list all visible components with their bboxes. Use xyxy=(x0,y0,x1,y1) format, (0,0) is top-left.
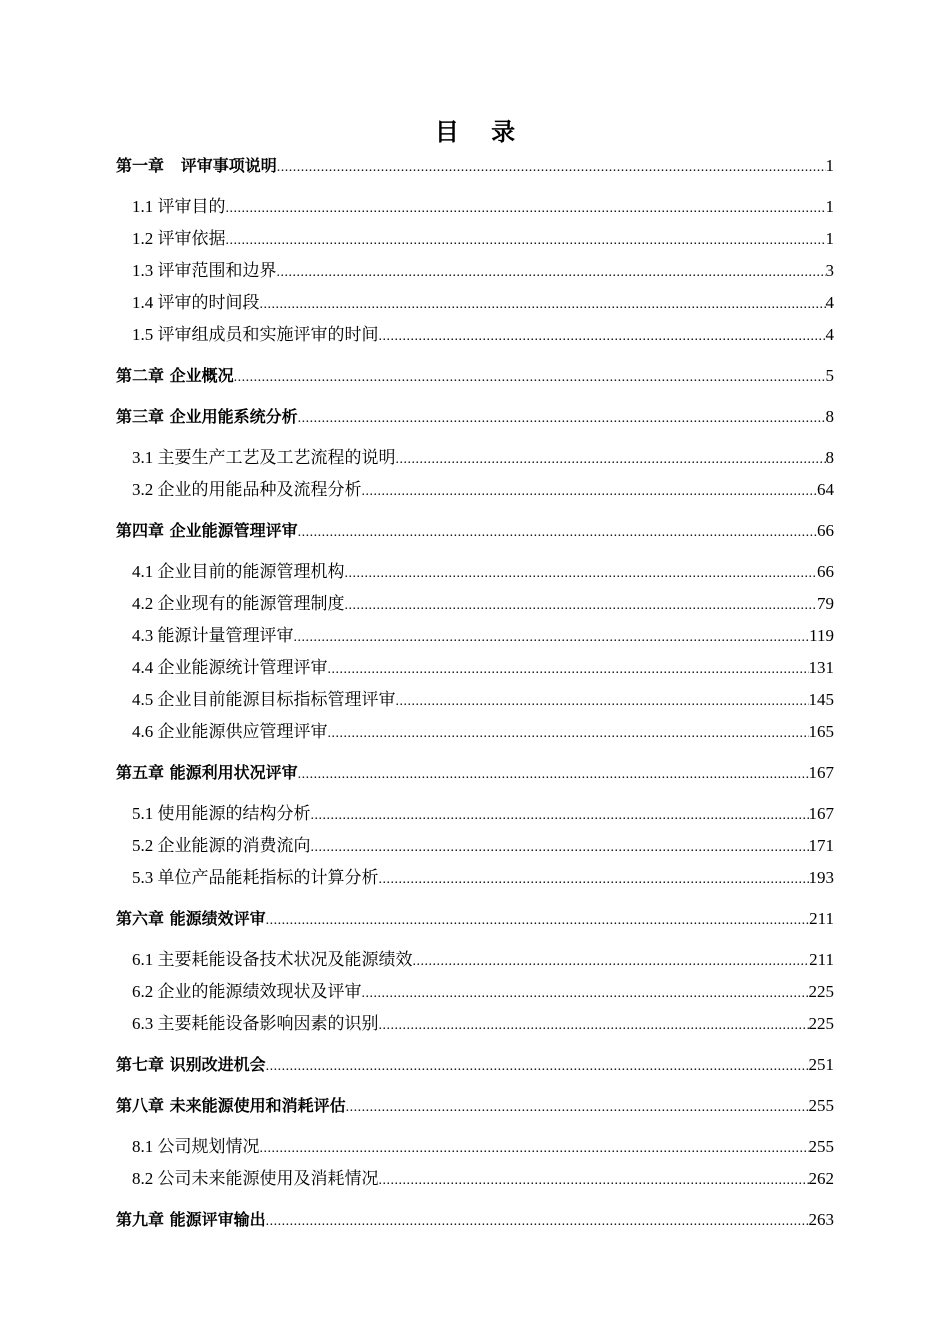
toc-chapter-entry[interactable] xyxy=(116,1090,834,1122)
toc-page-number: 8 xyxy=(825,407,834,426)
toc-title: 目 录 xyxy=(434,118,528,146)
toc-entry-label: 3.1 主要生产工艺及工艺流程的说明 xyxy=(132,448,396,467)
toc-dot-leader xyxy=(413,946,810,978)
toc-section-entry[interactable] xyxy=(116,588,834,620)
toc-chapter-entry[interactable] xyxy=(116,1049,834,1081)
toc-section-entry[interactable] xyxy=(116,830,834,862)
toc-dot-leader xyxy=(328,718,809,750)
toc-chapter-entry[interactable] xyxy=(116,150,834,182)
toc-entry-label: 4.2 企业现有的能源管理制度 xyxy=(132,594,345,613)
toc-entry-label: 第六章 能源绩效评审 xyxy=(116,909,266,928)
toc-dot-leader xyxy=(328,654,809,686)
toc-entry-label: 4.3 能源计量管理评审 xyxy=(132,626,294,645)
toc-dot-leader xyxy=(277,257,826,289)
toc-chapter-entry[interactable] xyxy=(116,757,834,789)
toc-dot-leader xyxy=(311,832,809,864)
toc-page-number: 66 xyxy=(817,521,834,540)
toc-entry-label: 4.4 企业能源统计管理评审 xyxy=(132,658,328,677)
toc-page-number: 3 xyxy=(825,261,834,280)
toc-dot-leader xyxy=(266,1051,809,1083)
toc-dot-leader xyxy=(362,978,809,1010)
toc-page-number: 167 xyxy=(808,804,834,823)
toc-dot-leader xyxy=(345,590,818,622)
toc-dot-leader xyxy=(277,152,826,184)
toc-section-entry[interactable] xyxy=(116,223,834,255)
toc-page-number: 263 xyxy=(808,1210,834,1229)
toc-dot-leader xyxy=(298,517,817,549)
toc-page-number: 211 xyxy=(809,909,834,928)
toc-page-number: 255 xyxy=(808,1096,834,1115)
toc-page-number: 167 xyxy=(808,763,834,782)
toc-chapter-entry[interactable] xyxy=(116,515,834,547)
toc-entry-label: 6.2 企业的能源绩效现状及评审 xyxy=(132,982,362,1001)
toc-section-entry[interactable] xyxy=(116,474,834,506)
table-of-contents xyxy=(116,150,834,1236)
toc-page-number: 8 xyxy=(825,448,834,467)
toc-page-number: 171 xyxy=(808,836,834,855)
toc-dot-leader xyxy=(294,622,810,654)
toc-page-number: 262 xyxy=(808,1169,834,1188)
toc-page-number: 225 xyxy=(808,1014,834,1033)
toc-dot-leader xyxy=(396,686,809,718)
toc-entry-label: 第一章 评审事项说明 xyxy=(116,156,277,175)
toc-entry-label: 第七章 识别改进机会 xyxy=(116,1055,266,1074)
toc-page-number: 64 xyxy=(817,480,834,499)
toc-chapter-entry[interactable] xyxy=(116,360,834,392)
toc-page-number: 165 xyxy=(808,722,834,741)
toc-entry-label: 4.5 企业目前能源目标指标管理评审 xyxy=(132,690,396,709)
toc-page-number: 119 xyxy=(809,626,834,645)
toc-section-entry[interactable] xyxy=(116,556,834,588)
toc-dot-leader xyxy=(379,321,826,353)
toc-entry-label: 5.2 企业能源的消费流向 xyxy=(132,836,311,855)
toc-chapter-entry[interactable] xyxy=(116,1204,834,1236)
toc-entry-label: 第三章 企业用能系统分析 xyxy=(116,407,298,426)
toc-dot-leader xyxy=(266,905,810,937)
toc-section-entry[interactable] xyxy=(116,442,834,474)
toc-entry-label: 1.4 评审的时间段 xyxy=(132,293,260,312)
toc-dot-leader xyxy=(311,800,809,832)
toc-entry-label: 4.6 企业能源供应管理评审 xyxy=(132,722,328,741)
toc-dot-leader xyxy=(362,476,818,508)
toc-page-number: 211 xyxy=(809,950,834,969)
toc-entry-label: 1.2 评审依据 xyxy=(132,229,226,248)
toc-dot-leader xyxy=(226,225,826,257)
toc-entry-label: 第五章 能源利用状况评审 xyxy=(116,763,298,782)
toc-dot-leader xyxy=(346,1092,809,1124)
toc-section-entry[interactable] xyxy=(116,944,834,976)
toc-dot-leader xyxy=(379,1010,809,1042)
toc-section-entry[interactable] xyxy=(116,1131,834,1163)
toc-page-number: 66 xyxy=(817,562,834,581)
toc-section-entry[interactable] xyxy=(116,798,834,830)
toc-section-entry[interactable] xyxy=(116,1008,834,1040)
toc-page-number: 4 xyxy=(825,293,834,312)
toc-section-entry[interactable] xyxy=(116,684,834,716)
toc-entry-label: 8.2 公司未来能源使用及消耗情况 xyxy=(132,1169,379,1188)
toc-section-entry[interactable] xyxy=(116,716,834,748)
toc-entry-label: 5.3 单位产品能耗指标的计算分析 xyxy=(132,868,379,887)
toc-page-number: 255 xyxy=(808,1137,834,1156)
toc-page-number: 193 xyxy=(808,868,834,887)
toc-entry-label: 第九章 能源评审输出 xyxy=(116,1210,266,1229)
toc-entry-label: 6.3 主要耗能设备影响因素的识别 xyxy=(132,1014,379,1033)
toc-dot-leader xyxy=(298,403,826,435)
toc-page-number: 145 xyxy=(808,690,834,709)
toc-dot-leader xyxy=(260,1133,809,1165)
toc-entry-label: 8.1 公司规划情况 xyxy=(132,1137,260,1156)
toc-dot-leader xyxy=(234,362,826,394)
toc-page-number: 5 xyxy=(825,366,834,385)
toc-entry-label: 3.2 企业的用能品种及流程分析 xyxy=(132,480,362,499)
toc-entry-label: 1.1 评审目的 xyxy=(132,197,226,216)
toc-section-entry[interactable] xyxy=(116,1163,834,1195)
toc-dot-leader xyxy=(379,1165,809,1197)
toc-dot-leader xyxy=(260,289,826,321)
toc-page-number: 79 xyxy=(817,594,834,613)
toc-dot-leader xyxy=(345,558,818,590)
toc-page-number: 225 xyxy=(808,982,834,1001)
toc-section-entry[interactable] xyxy=(116,319,834,351)
toc-section-entry[interactable] xyxy=(116,620,834,652)
toc-entry-label: 1.3 评审范围和边界 xyxy=(132,261,277,280)
toc-page-number: 251 xyxy=(808,1055,834,1074)
toc-dot-leader xyxy=(396,444,826,476)
toc-page-number: 1 xyxy=(825,197,834,216)
toc-entry-label: 4.1 企业目前的能源管理机构 xyxy=(132,562,345,581)
toc-section-entry[interactable] xyxy=(116,976,834,1008)
toc-section-entry[interactable] xyxy=(116,255,834,287)
toc-page-number: 1 xyxy=(825,156,834,175)
toc-page-number: 1 xyxy=(825,229,834,248)
toc-page-number: 4 xyxy=(825,325,834,344)
toc-dot-leader xyxy=(298,759,809,791)
toc-section-entry[interactable] xyxy=(116,287,834,319)
toc-chapter-entry[interactable] xyxy=(116,401,834,433)
toc-entry-label: 1.5 评审组成员和实施评审的时间 xyxy=(132,325,379,344)
toc-dot-leader xyxy=(266,1206,809,1238)
toc-entry-label: 6.1 主要耗能设备技术状况及能源绩效 xyxy=(132,950,413,969)
toc-entry-label: 5.1 使用能源的结构分析 xyxy=(132,804,311,823)
toc-chapter-entry[interactable] xyxy=(116,903,834,935)
toc-section-entry[interactable] xyxy=(116,652,834,684)
toc-entry-label: 第四章 企业能源管理评审 xyxy=(116,521,298,540)
toc-dot-leader xyxy=(226,193,826,225)
toc-section-entry[interactable] xyxy=(116,191,834,223)
toc-entry-label: 第二章 企业概况 xyxy=(116,366,234,385)
toc-page-number: 131 xyxy=(808,658,834,677)
toc-section-entry[interactable] xyxy=(116,862,834,894)
toc-entry-label: 第八章 未来能源使用和消耗评估 xyxy=(116,1096,346,1115)
toc-dot-leader xyxy=(379,864,809,896)
